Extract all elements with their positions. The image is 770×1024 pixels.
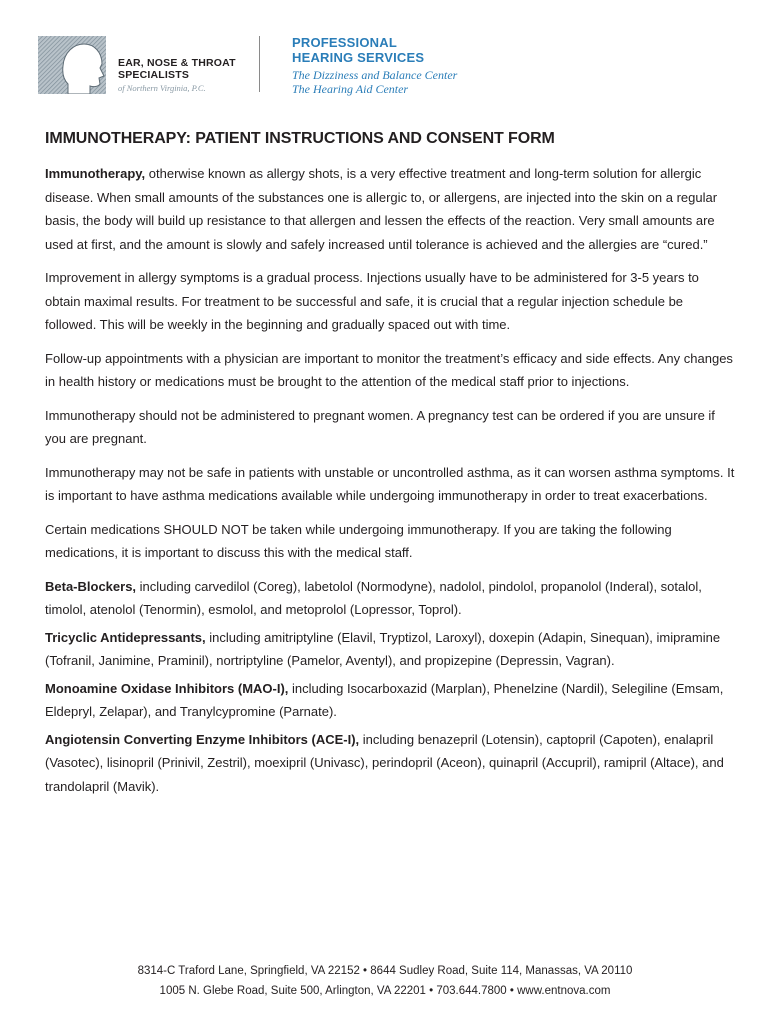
medication-text: including Isocarboxazid (Marplan), Phenelzine (Nardil), Selegiline (Emsam, Eldepryl, Zelapar), and Tranylcypromine (Parnate). [45, 680, 724, 719]
phs-logo-sub1: The Dizziness and Balance Center [292, 68, 458, 82]
form-body [45, 130, 735, 802]
paragraph-medications-warning: Certain medications SHOULD NOT be taken while undergoing immunotherapy. If you are taking the following medications, it is important to discuss this with the medical staff. [45, 521, 672, 560]
paragraph-follow-up: Follow-up appointments with a physician are important to monitor the treatment’s efficacy and side effects. Any changes in health history or medications must be brought to the attention of the medical staff prior to injections. [45, 350, 733, 389]
phs-logo-line1: PROFESSIONAL [292, 35, 397, 50]
ent-logo-line1: EAR, NOSE & THROAT [118, 57, 236, 69]
ent-logo-subtitle: of Northern Virginia, P.C. [118, 83, 206, 93]
ent-logo-line2: SPECIALISTS [118, 69, 190, 81]
medication-tricyclic [45, 626, 735, 673]
medication-maoi [45, 677, 735, 724]
phs-logo-line2: HEARING SERVICES [292, 50, 425, 65]
footer-addresses [0, 961, 770, 1001]
medication-ace-inhibitors [45, 728, 735, 799]
medication-lead: Angiotensin Converting Enzyme Inhibitors (ACE-I), [45, 731, 360, 747]
phs-logo-name [292, 35, 424, 65]
footer-line1: 8314-C Traford Lane, Springfield, VA 22152 • 8644 Sudley Road, Suite 114, Manassas, VA 20110 [137, 965, 633, 977]
letterhead [0, 0, 770, 110]
phs-logo-sub2: The Hearing Aid Center [292, 82, 409, 96]
intro-paragraph [45, 162, 735, 256]
intro-text: otherwise known as allergy shots, is a very effective treatment and long-term solution for allergic disease. When small amounts of the substances one is allergic to, or allergens, are injected into the skin on a regular basis, the body will build up resistance to that allergen and lessen the effects of the reaction. Very small amounts are used at first, and the amount is slowly and safely increased until tolerance is achieved and the allergies are “cured.” [45, 166, 718, 252]
medication-lead: Beta-Blockers, [45, 578, 137, 594]
ent-logo-name [118, 57, 236, 81]
logo-divider [259, 36, 260, 92]
ent-head-profile-logo-icon [38, 36, 106, 94]
page-title: IMMUNOTHERAPY: PATIENT INSTRUCTIONS AND CONSENT FORM [45, 130, 555, 147]
medication-beta-blockers [45, 575, 735, 622]
footer-line2: 1005 N. Glebe Road, Suite 500, Arlington, VA 22201 • 703.644.7800 • www.entnova.com [159, 985, 611, 997]
phs-logo-subtitle [292, 68, 457, 96]
medication-text: including benazepril (Lotensin), captopril (Capoten), enalapril (Vasotec), lisinopril (Prinivil, Zestril), moexipril (Univasc), perindopril (Aceon), quinapril (Accupril), ramipril (Altace), and trandolapril (Mavik). [45, 731, 724, 794]
intro-lead: Immunotherapy, [45, 166, 146, 181]
paragraph-asthma: Immunotherapy may not be safe in patients with unstable or uncontrolled asthma, as it can worsen asthma symptoms. It is important to have asthma medications available while undergoing immunotherapy in order to treat exacerbations. [45, 464, 735, 503]
medication-lead: Tricyclic Antidepressants, [45, 629, 206, 645]
paragraph-pregnancy: Immunotherapy should not be administered to pregnant women. A pregnancy test can be ordered if you are unsure if you are pregnant. [45, 407, 715, 446]
medication-text: including amitriptyline (Elavil, Tryptizol, Laroxyl), doxepin (Adapin, Sinequan), imipramine (Tofranil, Janimine, Praminil), nortriptyline (Pamelor, Aventyl), and propizepine (Depressin, Vagran). [45, 629, 721, 668]
medication-lead: Monoamine Oxidase Inhibitors (MAO-I), [45, 680, 289, 696]
paragraph-treatment-duration: Improvement in allergy symptoms is a gradual process. Injections usually have to be administered for 3-5 years to obtain maximal results. For treatment to be successful and safe, it is crucial that a regular injection schedule be followed. This will be weekly in the beginning and gradually spaced out with time. [45, 270, 699, 332]
medication-text: including carvedilol (Coreg), labetolol (Normodyne), nadolol, pindolol, propanolol (Inderal), sotalol, timolol, atenolol (Tenormin), esmolol, and metoprolol (Lopressor, Toprol). [45, 578, 702, 617]
